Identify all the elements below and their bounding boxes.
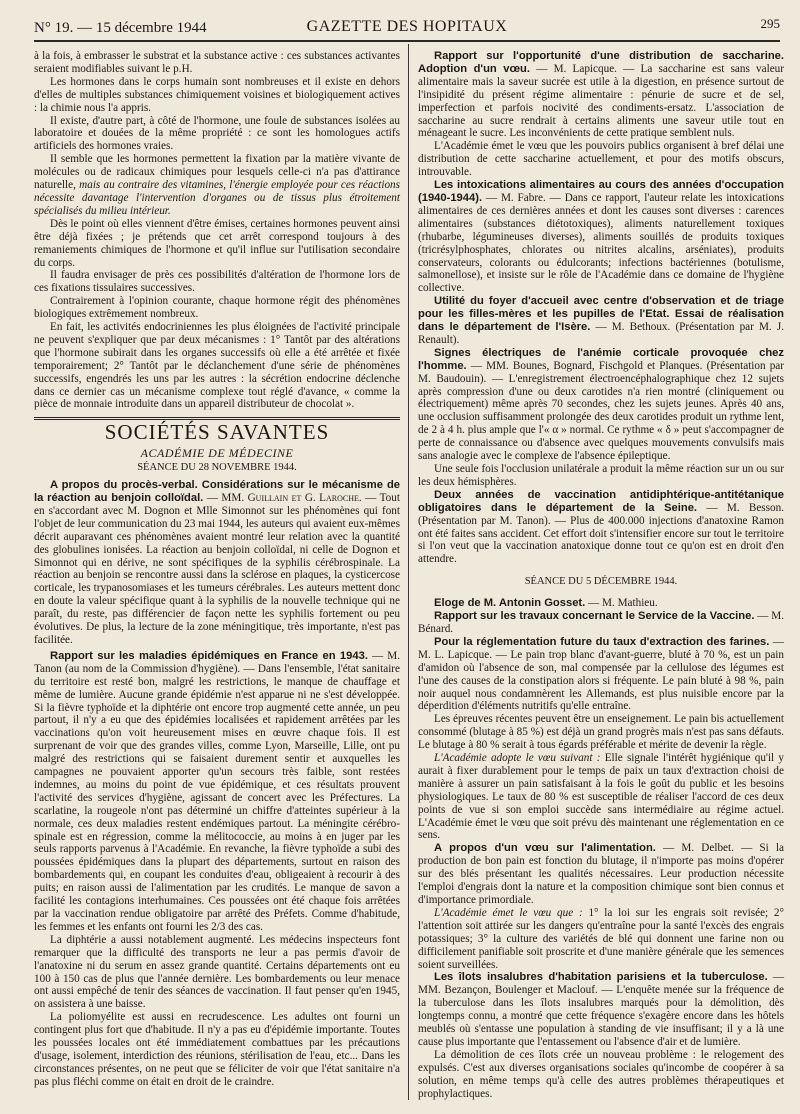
article-text: Tout en s'accordant avec M. Dognon et Mlle Simonnot sur les phénomènes qui font l'objet de leur communication du 23 mai 1944, les auteurs qui avaient eux-mêmes décrit auparavant ces phénomènes avaient montré leur relation avec la quantité des globulines ionisées. La réaction au benjoin colloïdal, ni celle de Dognon et Simonnot qui en dérive, ne sont spécifiques de la syphilis cérébrospinale. La réaction au benjoin se rencontre aussi dans la sclérose en plaques, la cysticercose corticale, les trypanosomiases et les tumeurs cérébrales. Les auteurs mettent donc en doute la valeur spécifique quant à la syphilis de la nouvelle technique qui ne paraît, du reste, pas différencier de façon nette les syphilis fortement ou peu évolutives. De plus, la lecture de la zone méningitique, très importante, n'est pas facilitée. [34, 492, 400, 646]
article-title: Pour la réglementation future du taux d'extraction des farines. [434, 635, 770, 648]
article-title: A propos du procès-verbal. Considérations sur le mécanisme de la réaction au benjoin colloïdal. [34, 479, 400, 504]
article-text: — M. Bethoux. (Présentation par M. J. Renault). [418, 321, 784, 346]
paragraph: Les épreuves récentes peuvent être un enseignement. Le pain bis actuellement consommé (blutage à 85 %) est déjà un grand progrès mais n'est pas sans défauts. Le blutage à 80 % serait à tous égards préférable et mérite de devenir la règle. [418, 713, 784, 752]
article-text: — M. Lapicque. — La saccharine est sans valeur alimentaire mais la saveur sucrée est utile à la digestion, en présence surtout de l'insipidité du présent régime alimentaire : pénurie de sucre et de sel, imperfection et parfois nocivité des condiments-ersatz. L'association de saccharine au sucre rendrait à certains aliments une saveur utile tout en ménageant le sucre. Les inconvénients de cette pratique semblent nuls. [418, 62, 785, 140]
article-text: — MM. Bounes, Bognard, Fischgold et Planques. (Présentation par M. Baudouin). — L'enregistrement électroencéphalographique chez 12 sujets après compression d'une ou deux carotides n'a rien montré (cliniquement ou électriquement) même après 70 secondes, chez les sujets jeunes. Après 40 ans, une occlusion suffisamment prolongée des deux carotides produit un rythme lent, de 2 à 4 h. plus ample que l'« α » normal. Ce rythme « δ » peut s'accompagner de perte de connaissance ou d'absence avec quelques mouvements convulsifs mais sans analogie avec le complexe de l'absence épileptique. [418, 359, 784, 463]
paragraph [418, 752, 784, 842]
paragraph-text: Elle signale l'intérêt hygiénique qu'il y aurait à fixer durablement pour le temps de paix un taux d'extraction choisi de manière à assurer un pain satisfaisant à la fois le goût du public et les besoins physiologiques. Le taux de 80 % est susceptible de réaliser l'accord de ces deux points de vue si son emploi succède sans intermédiaire au régime actuel. L'Académie émet le vœu que soit prévu dès maintenant une réglementation en ce sens. [418, 752, 784, 842]
article [418, 295, 784, 347]
article-title: A propos d'un vœu sur l'alimentation. [434, 842, 656, 855]
article [418, 597, 784, 610]
article [418, 347, 784, 463]
paragraph [418, 907, 784, 972]
article-title: Signes électriques de l'anémie corticale provoquée chez l'homme. [418, 346, 784, 372]
article [418, 842, 784, 907]
paragraph-text: 1° la loi sur les engrais soit revisée; 2° l'attention soit attirée sur les dangers qu'entraîne pour la santé l'excès des engrais potassiques; 3° la culture des variétés de blé qui donnent une farine non ou difficilement panifiable soit proscrite et d'une manière générale que les semences soient surveillées. [418, 906, 784, 971]
section-title: SOCIÉTÉS SAVANTES [104, 420, 330, 445]
left-column [34, 50, 400, 1089]
article-text: — MM. Bezançon, Boulenger et Maclouf. — L'enquête menée sur la fréquence de la tuberculose dans les îlots insalubres marqués pour la démolition, dès longtemps connu, a montré que cette fréquence s'exagère encore dans les hôtels meublés où s'entasse une population à standing de vie insuffisant; il y a là une cause plus importante que l'entassement ou l'absence d'air et de lumière. [418, 971, 785, 1048]
paragraph-text: Il semble que les hormones permettent la fixation par la matière vivante de molécules ou de radicaux chimiques pour lesquels celle-ci n'a pas d'attirance naturelle, [34, 153, 400, 192]
paragraph: à la fois, à embrasser le substrat et la substance active : ces substances activantes seraient modifiables suivant le p.H. [34, 50, 400, 75]
paragraph [34, 153, 400, 218]
article-title: Rapport sur les maladies épidémiques en France en 1943. [50, 649, 368, 662]
article-text: — M. Delbet. — Si la production de bon pain est fonction du blutage, il n'importe pas moins d'opérer sur des blés présentant les qualités nécessaires. Leur production nécessite l'emploi d'engrais dont la nature et la composition chimique sont bien connus et d'importance primordiale. [418, 842, 784, 906]
article-title: Rapport sur les travaux concernant le Service de la Vaccine. [434, 610, 755, 623]
article [418, 50, 784, 140]
article [418, 971, 784, 1048]
paragraph: L'Académie émet le vœu que les pouvoirs publics organisent à bref délai une distribution de cette saccharine actuellement, et pour des motifs obscurs, introuvable. [418, 140, 784, 179]
paragraph: La démolition de ces îlots crée un nouveau problème : le relogement des expulsés. C'est aux diverses organisations sociales qu'incombe de coopérer à sa solution, en même temps qu'à celle des autres problèmes thérapeutiques et prophylactiques. [418, 1048, 784, 1100]
academy-heading: ACADÉMIE DE MÉDECINE [140, 446, 294, 461]
right-column [418, 50, 784, 1101]
article [418, 610, 784, 636]
article-title: Eloge de M. Antonin Gosset. [434, 597, 586, 610]
article [34, 650, 400, 934]
paragraph-italic-text: mais au contraire des vitamines, l'énergie employée pour ces réactions nécessite davantage l'intervention d'organes ou de tissus plus étroitement spécialisés du milieu intérieur. [34, 179, 400, 217]
article-title: Deux années de vaccination antidiphtérique-antitétanique obligatoires dans le département de la Seine. [418, 488, 784, 514]
article-title: Utilité du foyer d'accueil avec centre d'observation et de triage pour les filles-mères et les pupilles de l'Etat. Essai de réalisation dans le département de l'Isère. [418, 295, 784, 334]
article [418, 179, 784, 295]
article-authors: — M. Tanon (au nom de la Commission d'hygiène). [34, 649, 401, 675]
paragraph: Les hormones dans le corps humain sont nombreuses et il existe en dehors d'elles de multiples substances chimiquement voisines et biologiquement actives : la chimie nous l'a appris. [34, 75, 400, 114]
article-text: — M. Mathieu. [585, 597, 658, 610]
page-header [34, 16, 780, 42]
article-authors: — MM. Guillain et G. Laroche. — [203, 492, 377, 504]
article-title: Les intoxications alimentaires au cours des années d'occupation (1940-1944). [418, 179, 784, 204]
issue-number: N° 19. — 15 décembre 1944 [34, 20, 207, 36]
article-text: — M. Besson. (Présentation par M. Tanon). — Plus de 400.000 injections d'anatoxine Ramon ont été faites sans accident. Cet effort doit s'intensifier encore sur tout le territoire si l'on veut que la vaccination anatoxique donne tout ce qu'on est en droit d'en attendre. [418, 501, 784, 566]
session-date: SÉANCE DU 28 NOVEMBRE 1944. [137, 462, 297, 474]
session-date: SÉANCE DU 5 DÉCEMBRE 1944. [524, 576, 678, 588]
article-text: — M. Fabre. — Dans ce rapport, l'auteur relate les intoxications alimentaires de ces dernières années et dont les causes sont diverses : carences alimentaires (substances diétotoxiques), aliments naturellement toxiques (rhubarbe, légumineuses diverses), aliments souillés de produits toxiques (tricrésylphosphates, chlorates ou nitrites alcalins, arséniates), produits conservateurs, colorants ou édulcorants; infections bactériennes (botulisme, salmonellose), et insiste sur le rôle de l'Académie dans ce domaine de l'hygiène collective. [418, 191, 784, 295]
paragraph: Il faudra envisager de près ces possibilités d'altération de l'hormone lors de ces fixations tissulaires successives. [34, 269, 400, 295]
page-number: 295 [760, 16, 780, 31]
resolution-lead: L'Académie émet le vœu que : [434, 906, 583, 919]
resolution-lead: L'Académie adopte le vœu suivant : [434, 752, 601, 765]
article [418, 489, 784, 566]
article-text: — M. Bénard. [418, 610, 785, 635]
paragraph: Une seule fois l'occlusion unilatérale a produit la même réaction sur un ou sur les deux hémisphères. [418, 463, 784, 488]
paragraph: La poliomyélite est aussi en recrudescence. Les adultes ont fourni un contingent plus fort que d'habitude. Il n'y a pas eu d'épidémie importante. Toutes les poussées locales ont été immédiatement combattues par les précautions d'usage, isolement, interdiction des réunions, stérilisation de l'eau, etc... Dans les circonstances présentes, on ne peut que se féliciter de voir que l'état sanitaire n'a pas plus fléchi comme on était en droit de le craindre. [34, 1011, 400, 1088]
paragraph: En fait, les activités endocriniennes les plus éloignées de l'activité principale ne peuvent s'expliquer que par deux mécanismes : 1° Tantôt par des altérations que l'hormone subirait dans les organes successifs où elle a été arrêtée et fixée temporairement; 2° Tantôt par le déclanchement d'une série de phénomènes successifs, engendrés les uns par les autres : la sécrétion endocrine déclenche dans ce dernier cas un mécanisme complexe tout réglé d'avance, « comme la pièce de monnaie introduite dans un appareil distributeur de chocolat ». [34, 321, 400, 411]
paragraph: Contrairement à l'opinion courante, chaque hormone régit des phénomènes biologiques extrêmement nombreux. [34, 295, 400, 321]
article [418, 636, 784, 713]
article-text: — M. L. Lapicque. — Le pain trop blanc d'avant-guerre, bluté à 70 %, est un pain d'amidon où l'absence de son, mal compensée par la cellulose des légumes est l'une des causes de la constipation alors si fréquente. Le pain bluté à 98 %, pain noir auquel nous condamnèrent les Allemands, est plus nuisible encore par la déperdition d'éléments nutritifs qu'elle entraîne. [418, 635, 784, 713]
journal-title: GAZETTE DES HOPITAUX [306, 18, 508, 35]
paragraph: Il existe, d'autre part, à côté de l'hormone, une foule de substances isolées au laboratoire et douées de la même propriété : ce sont les homologues actifs artificiels des hormones vraies. [34, 114, 400, 153]
paragraph: Dès le point où elles viennent d'être émises, certaines hormones peuvent ainsi être déjà fixées ; je prétends que cet arrêt correspond toujours à des remaniements chimiques de l'hormone et qu'il influe sur l'utilisation secondaire du corps. [34, 217, 400, 269]
column-divider [408, 44, 409, 1100]
article-title: Les îlots insalubres d'habitation parisiens et la tuberculose. [434, 971, 768, 984]
article [34, 479, 400, 647]
paragraph: La diphtérie a aussi notablement augmenté. Les médecins inspecteurs font remarquer que la difficulté des transports ne leur a pas permis d'avoir de l'anatoxine ni du serum en assez grande quantité. Certains départements ont eu 100 à 150 cas de plus que l'année dernière. Les bombardements ou leur menace ont aussi empêché de tenir des séances de vaccination. Il faut penser qu'en 1945, on assistera à une baisse. [34, 933, 400, 1011]
article-text: — Dans l'ensemble, l'état sanitaire du territoire est resté bon, malgré les restrictions, le manque de chauffage et même de lumière. Aucune grande épidémie n'est apparue ni ne s'est développée. Si la fièvre typhoïde et la diphtérie ont encore trop augmenté cette année, un peu partout, il n'y a eu que des épidémies localisées et rapidement arrêtées par les vaccinations qu'on voit heureusement mises en œuvre chaque fois. Il est surprenant de voir que des grandes villes, comme Lyon, Marseille, Lille, ont pu malgré des restrictions qui se faisaient durement sentir et auxquelles les campagnes ne pouvaient apporter qu'un secours très faible, sont restées indemnes, au moins du point de vue épidémique, et ces résultats prouvent l'activité des services d'hygiène, agissant de concert avec les Préfectures. La scarlatine, la rougeole n'ont pas déterminé un chiffre d'atteintes supérieur à la normale, ces deux maladies restent endémiques partout. La méningite cérébro-spinale est en régression, comme la mélitococcie, au moins à en juger par les seuls rapports parvenus à l'Académie. En revanche, la fièvre typhoïde a subi des poussées épidémiques dans la plupart des départements, surtout en raison des bombardements qui, en coupant les conduites d'eau, obligeaient à recourir à des puits; en raison aussi de l'alimentation par les crudités. Le manque de savon a facilité les contagions interhumaines. Ces poussées ont été chaque fois arrêtées par la vaccination rendue obligatoire par arrêté des Préfets. Comme d'habitude, les femmes et les enfants ont fourni les 2/3 des cas. [34, 662, 400, 933]
article-title: Rapport sur l'opportunité d'une distribution de saccharine. Adoption d'un vœu. [418, 50, 784, 75]
